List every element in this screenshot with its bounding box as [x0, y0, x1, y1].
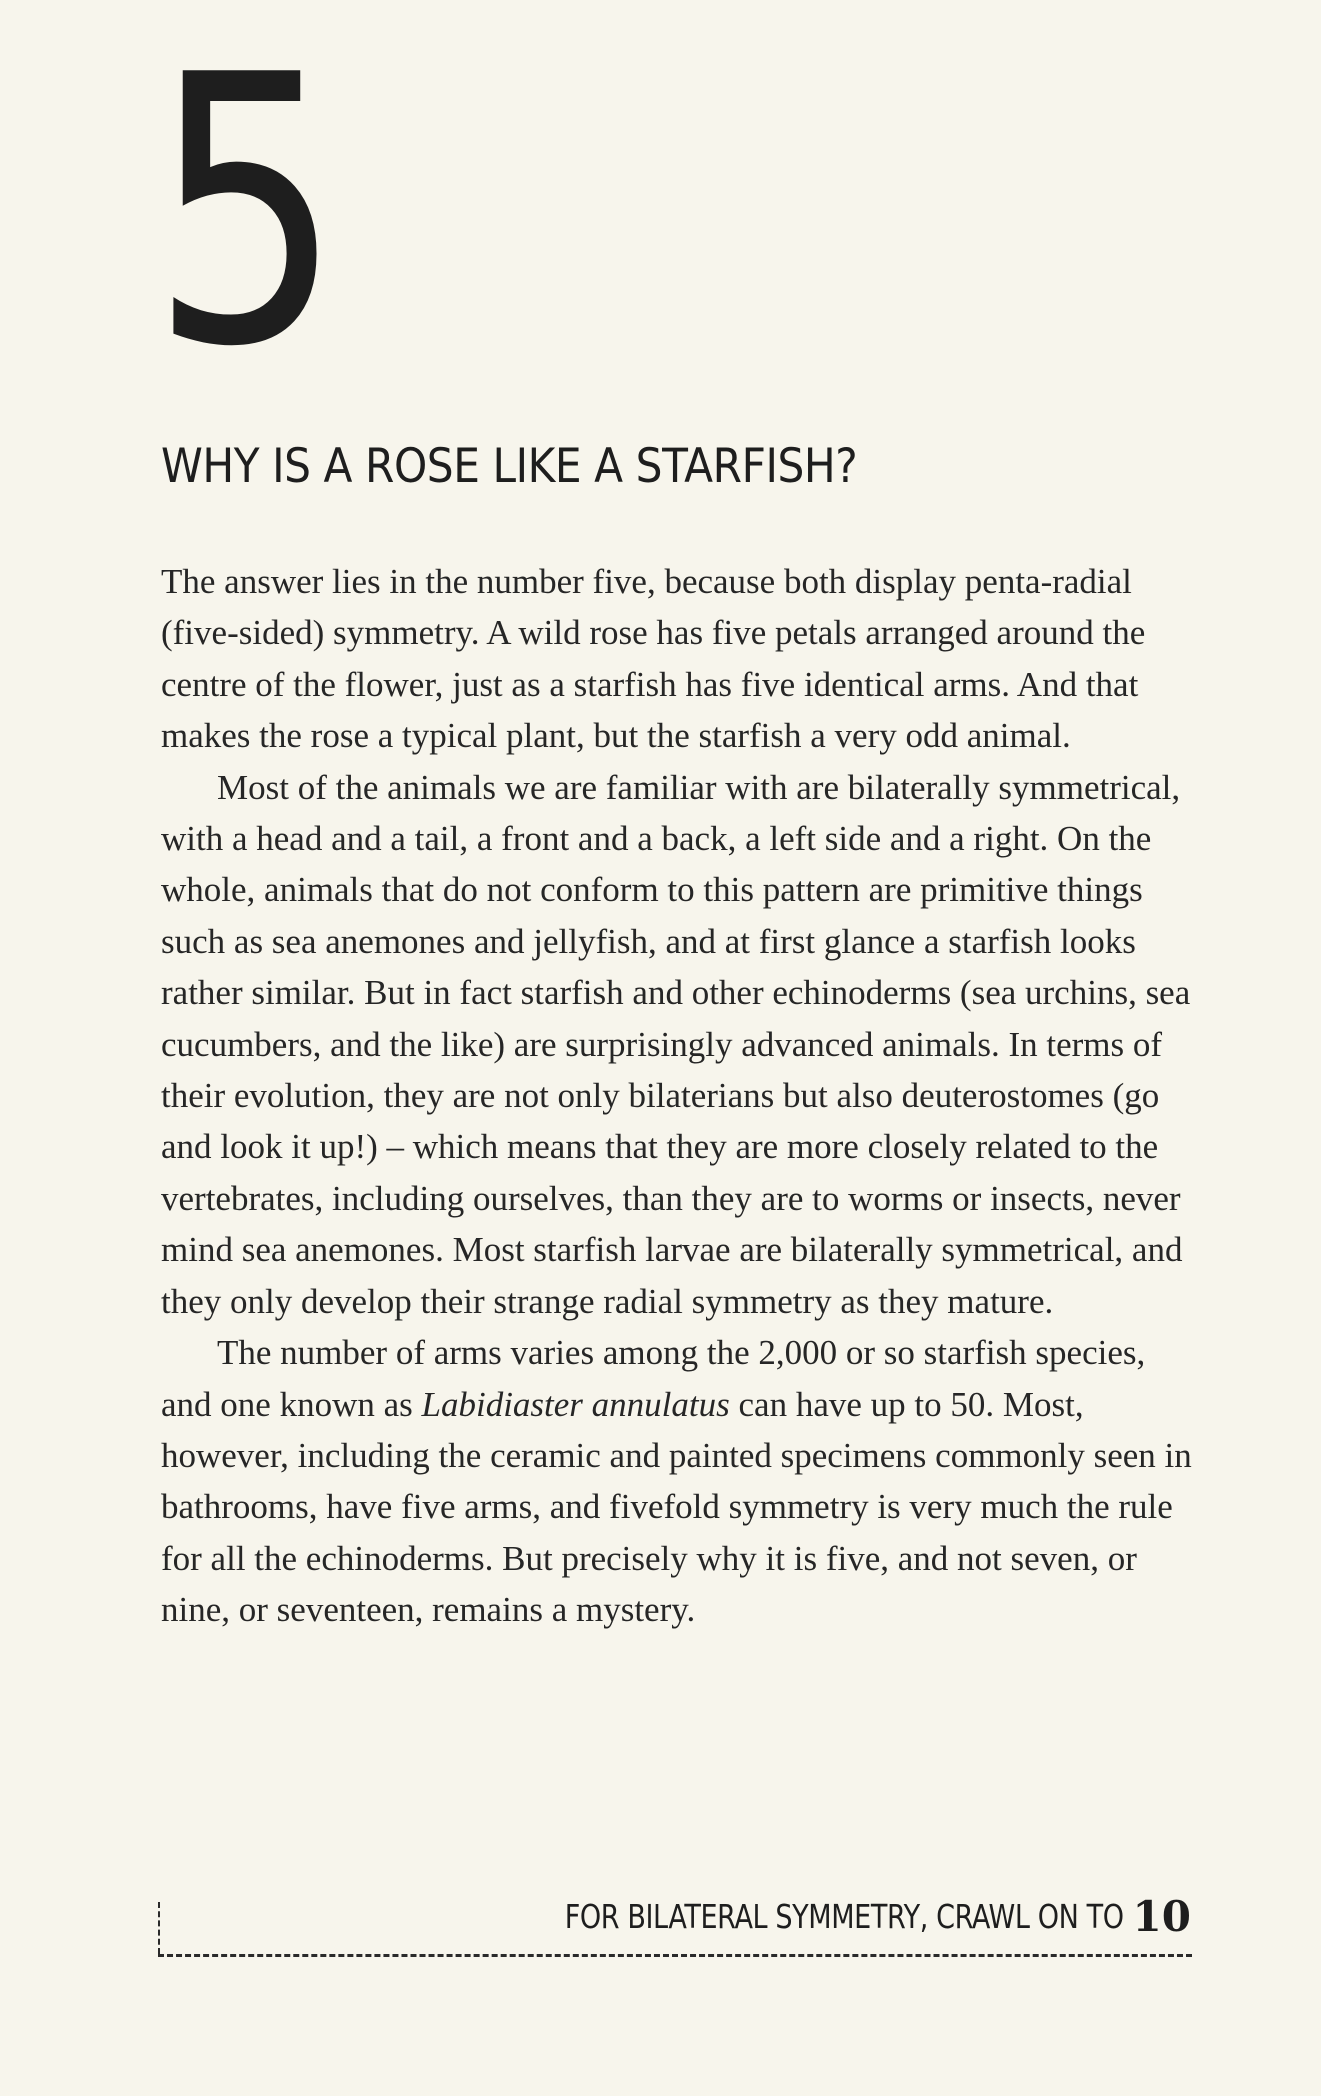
species-name: Labidiaster annulatus	[421, 1384, 730, 1424]
paragraph-1: The answer lies in the number five, because both display penta-radial (five-sided) symmetry. A wild rose has five petals arranged around the centre of the flower, just as a starfish has five identical arms. And that makes the rose a typical plant, but the starfish a very odd animal.	[161, 562, 1146, 756]
paragraph-3	[161, 1327, 1201, 1635]
cross-reference-label: FOR BILATERAL SYMMETRY, CRAWL ON TO	[564, 1897, 1124, 1936]
footer-rule-horizontal	[158, 1954, 1192, 1957]
paragraph-3-text-after: can have up to 50. Most, however, including the ceramic and painted specimens commonly seen in bathrooms, have five arms, and fivefold symmetry is very much the rule for all the echinoderms. But precisely why it is five, and not seven, or nine, or seventeen, remains a mystery.	[161, 1384, 1192, 1630]
cross-reference-chapter: 10	[1132, 1892, 1191, 1941]
body-text	[161, 556, 1201, 1636]
chapter-number: 5	[150, 0, 340, 428]
paragraph-3-text-before: The number of arms varies among the 2,000 or so starfish species, and one known as	[161, 1333, 1146, 1424]
footer-rule-vertical	[158, 1902, 160, 1954]
cross-reference	[442, 1892, 1191, 1941]
paragraph-2: Most of the animals we are familiar with are bilaterally symmetrical, with a head and a tail, a front and a back, a left side and a right. On the whole, animals that do not conform to this pattern are primitive things such as sea anemones and jellyfish, and at first glance a starfish looks rather similar. But in fact starfish and other echinoderms (sea urchins, sea cucumbers, and the like) are surprisingly advanced animals. In terms of their evolution, they are not only bilaterians but also deuterostomes (go and look it up!) – which means that they are more closely related to the vertebrates, including ourselves, than they are to worms or insects, never mind sea anemones. Most starfish larvae are bilaterally symmetrical, and they only develop their strange radial symmetry as they mature.	[161, 767, 1191, 1321]
chapter-title: WHY IS A ROSE LIKE A STARFISH?	[161, 439, 858, 494]
